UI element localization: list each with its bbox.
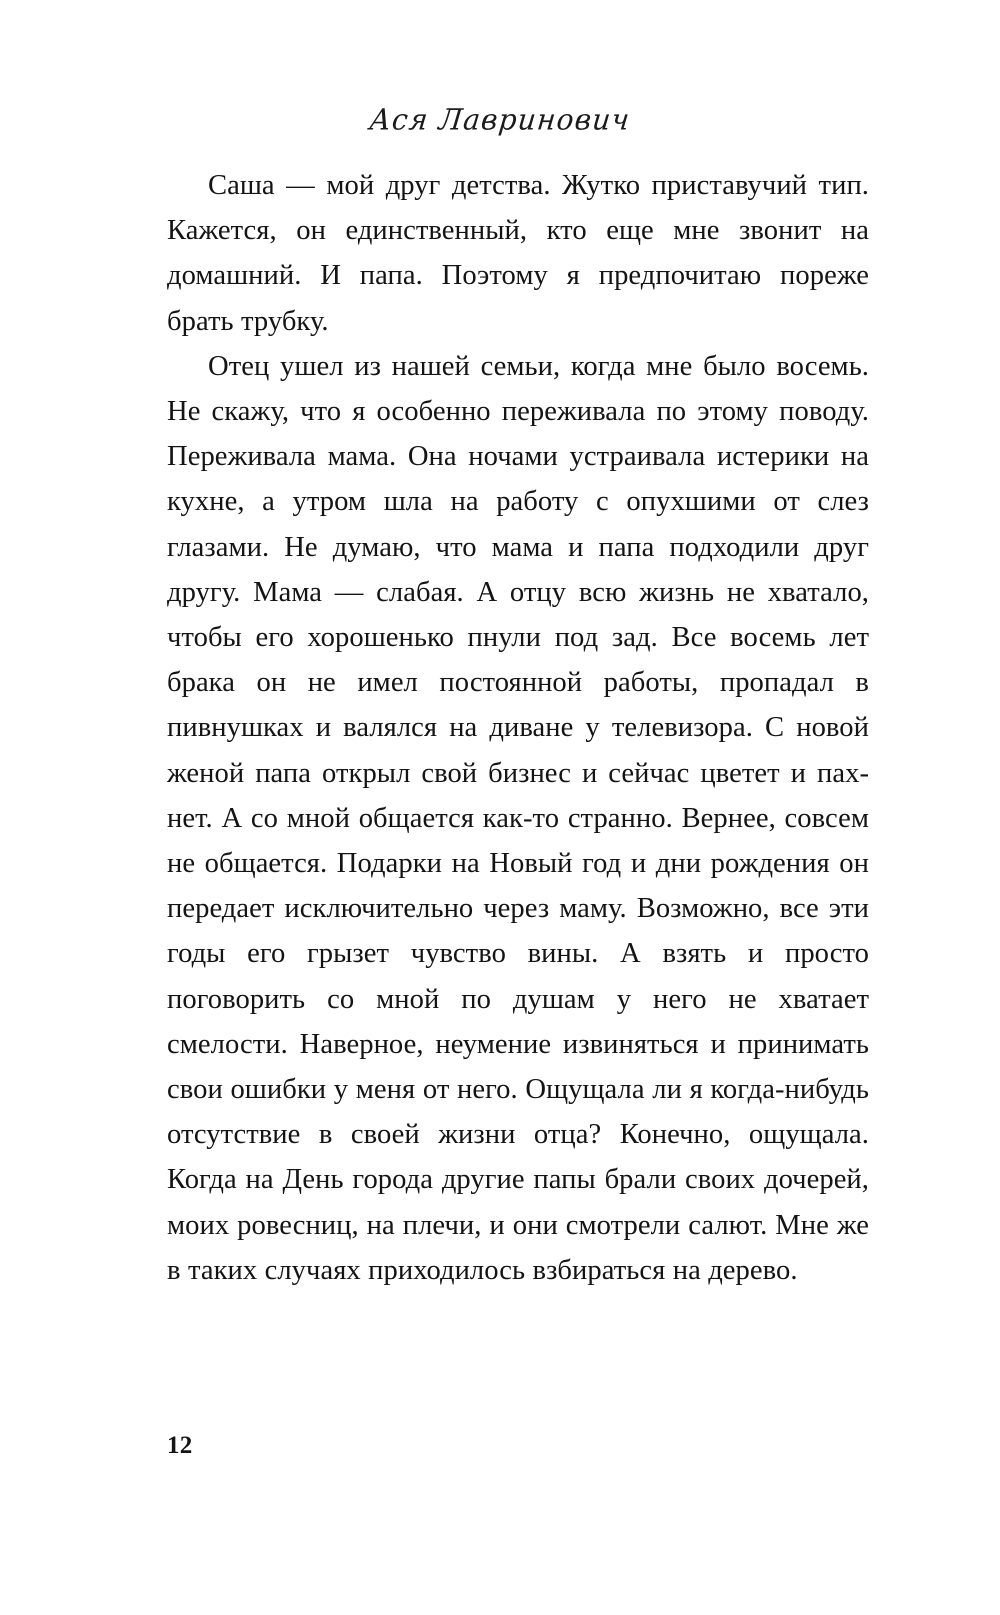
paragraph: Отец ушел из нашей семьи, когда мне было восемь. Не скажу, что я особенно переживала по этому поводу. Переживала мама. Она ночами устраивала истерики на кухне, а утром шла на работу с опухшими от слез глазами. Не думаю, что мама и папа подходили друг другу. Мама — слабая. А отцу всю жизнь не хватало, чтобы его хорошенько пнули под зад. Все восемь лет брака он не имел постоянной работы, пропадал в пивнушках и валялся на диване у телевизора. С новой женой папа открыл свой бизнес и сейчас цветет и пахнет. А со мной общается как-то странно. Вернее, совсем не общается. Подарки на Новый год и дни рождения он передает исключительно через маму. Возможно, все эти годы его грызет чувство вины. А взять и просто поговорить со мной по душам у него не хватает смелости. Наверное, неумение извиняться и принимать свои ошибки у меня от него. Ощущала ли я когда-нибудь отсутствие в своей жизни отца? Конечно, ощущала. Когда на День города другие папы брали своих дочерей, моих ровесниц, на плечи, и они смотрели салют. Мне же в таких случаях приходилось взбираться на дерево. xyxy=(167,350,869,1286)
running-head-author: Ася Лавринович xyxy=(367,102,633,137)
paragraph: Саша — мой друг детства. Жутко приставучий тип. Кажется, он единственный, кто еще мне звонит на домашний. И папа. Поэтому я предпочитаю пореже брать трубку. xyxy=(167,170,869,337)
body-text-block xyxy=(167,163,869,1293)
page-number: 12 xyxy=(167,1432,193,1459)
